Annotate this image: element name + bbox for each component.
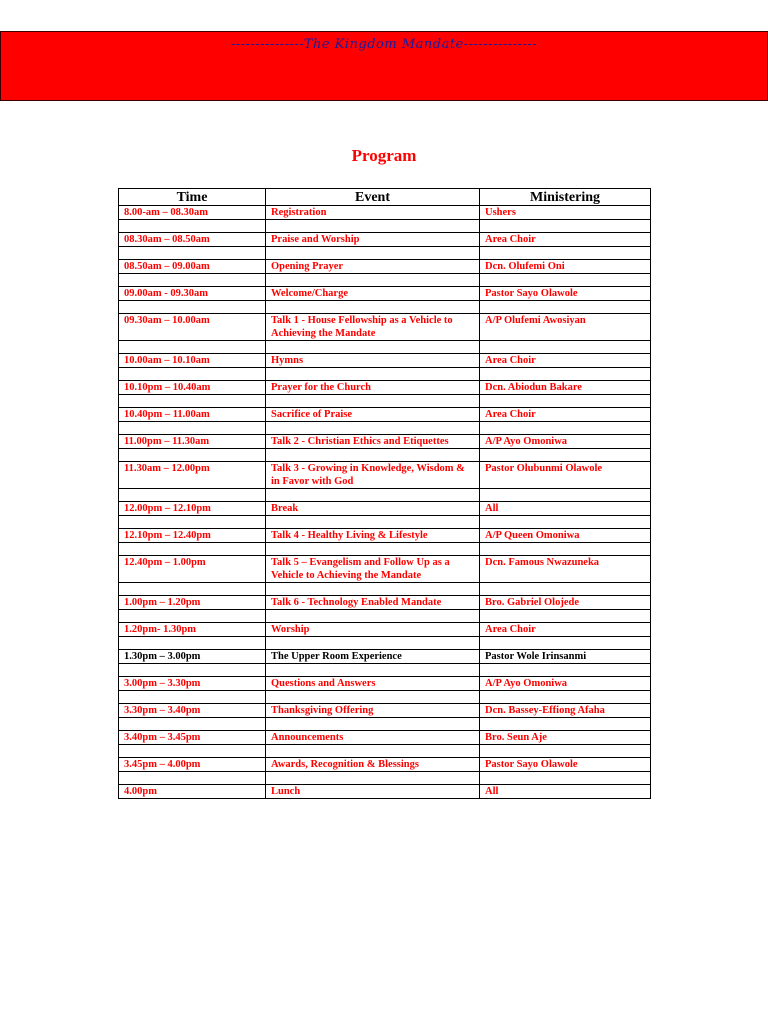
cell-event: Lunch <box>266 785 480 799</box>
cell-time: 08.30am – 08.50am <box>119 233 266 247</box>
cell-event: Talk 5 – Evangelism and Follow Up as a Vehicle to Achieving the Mandate <box>266 556 480 583</box>
cell-time: 10.00am – 10.10am <box>119 354 266 368</box>
cell-ministering: Pastor Sayo Olawole <box>480 287 651 301</box>
cell-ministering: A/P Olufemi Awosiyan <box>480 314 651 341</box>
spacer-cell <box>266 449 480 462</box>
spacer-row <box>119 745 651 758</box>
spacer-cell <box>119 301 266 314</box>
spacer-cell <box>480 516 651 529</box>
spacer-cell <box>266 341 480 354</box>
table-row <box>119 529 651 543</box>
cell-ministering: A/P Ayo Omoniwa <box>480 677 651 691</box>
spacer-cell <box>266 637 480 650</box>
spacer-cell <box>119 247 266 260</box>
spacer-cell <box>266 368 480 381</box>
spacer-cell <box>480 341 651 354</box>
cell-event: Prayer for the Church <box>266 381 480 395</box>
spacer-row <box>119 220 651 233</box>
spacer-cell <box>119 772 266 785</box>
table-row <box>119 650 651 664</box>
spacer-cell <box>480 610 651 623</box>
spacer-cell <box>266 718 480 731</box>
spacer-cell <box>119 489 266 502</box>
cell-event: Talk 6 - Technology Enabled Mandate <box>266 596 480 610</box>
spacer-cell <box>119 664 266 677</box>
table-row <box>119 758 651 772</box>
table-row <box>119 260 651 274</box>
program-table-body <box>119 206 651 799</box>
cell-time: 09.00am - 09.30am <box>119 287 266 301</box>
spacer-cell <box>119 274 266 287</box>
spacer-row <box>119 274 651 287</box>
spacer-cell <box>480 247 651 260</box>
cell-time: 10.10pm – 10.40am <box>119 381 266 395</box>
table-row <box>119 704 651 718</box>
header-time: Time <box>119 189 266 206</box>
spacer-cell <box>480 368 651 381</box>
table-row <box>119 677 651 691</box>
spacer-cell <box>119 745 266 758</box>
banner-title: ---------------The Kingdom Mandate--------------- <box>230 37 538 52</box>
table-row <box>119 596 651 610</box>
table-row <box>119 731 651 745</box>
cell-time: 3.45pm – 4.00pm <box>119 758 266 772</box>
table-row <box>119 233 651 247</box>
cell-time: 12.00pm – 12.10pm <box>119 502 266 516</box>
spacer-row <box>119 610 651 623</box>
cell-event: The Upper Room Experience <box>266 650 480 664</box>
table-row <box>119 435 651 449</box>
cell-ministering: Dcn. Abiodun Bakare <box>480 381 651 395</box>
cell-event: Talk 2 - Christian Ethics and Etiquettes <box>266 435 480 449</box>
cell-time: 8.00-am – 08.30am <box>119 206 266 220</box>
table-header-row <box>119 189 651 206</box>
spacer-cell <box>119 718 266 731</box>
table-row <box>119 354 651 368</box>
cell-time: 12.40pm – 1.00pm <box>119 556 266 583</box>
cell-time: 11.30am – 12.00pm <box>119 462 266 489</box>
table-row <box>119 502 651 516</box>
cell-event: Thanksgiving Offering <box>266 704 480 718</box>
spacer-row <box>119 489 651 502</box>
spacer-cell <box>480 543 651 556</box>
header-event: Event <box>266 189 480 206</box>
spacer-row <box>119 664 651 677</box>
spacer-cell <box>480 745 651 758</box>
spacer-cell <box>266 516 480 529</box>
cell-time: 1.30pm – 3.00pm <box>119 650 266 664</box>
table-row <box>119 785 651 799</box>
spacer-cell <box>480 691 651 704</box>
spacer-cell <box>266 422 480 435</box>
spacer-cell <box>119 637 266 650</box>
spacer-row <box>119 772 651 785</box>
spacer-cell <box>480 449 651 462</box>
cell-event: Talk 3 - Growing in Knowledge, Wisdom & in Favor with God <box>266 462 480 489</box>
cell-event: Questions and Answers <box>266 677 480 691</box>
table-row <box>119 206 651 220</box>
cell-time: 08.50am – 09.00am <box>119 260 266 274</box>
cell-time: 09.30am – 10.00am <box>119 314 266 341</box>
spacer-row <box>119 341 651 354</box>
spacer-row <box>119 422 651 435</box>
table-row <box>119 381 651 395</box>
cell-event: Welcome/Charge <box>266 287 480 301</box>
cell-event: Sacrifice of Praise <box>266 408 480 422</box>
table-row <box>119 462 651 489</box>
spacer-cell <box>119 610 266 623</box>
spacer-cell <box>266 247 480 260</box>
spacer-row <box>119 583 651 596</box>
spacer-cell <box>266 489 480 502</box>
spacer-cell <box>266 583 480 596</box>
cell-event: Talk 4 - Healthy Living & Lifestyle <box>266 529 480 543</box>
spacer-cell <box>266 543 480 556</box>
cell-event: Registration <box>266 206 480 220</box>
spacer-row <box>119 368 651 381</box>
cell-event: Talk 1 - House Fellowship as a Vehicle to Achieving the Mandate <box>266 314 480 341</box>
cell-event: Opening Prayer <box>266 260 480 274</box>
cell-ministering: Bro. Seun Aje <box>480 731 651 745</box>
spacer-cell <box>480 718 651 731</box>
table-row <box>119 287 651 301</box>
spacer-cell <box>480 664 651 677</box>
spacer-row <box>119 449 651 462</box>
spacer-cell <box>266 745 480 758</box>
spacer-cell <box>480 395 651 408</box>
spacer-cell <box>480 637 651 650</box>
page-title: Program <box>351 146 417 165</box>
spacer-row <box>119 718 651 731</box>
spacer-cell <box>119 583 266 596</box>
spacer-cell <box>480 422 651 435</box>
table-row <box>119 623 651 637</box>
cell-ministering: Pastor Olubunmi Olawole <box>480 462 651 489</box>
spacer-cell <box>266 610 480 623</box>
cell-ministering: Ushers <box>480 206 651 220</box>
spacer-cell <box>480 489 651 502</box>
cell-ministering: All <box>480 502 651 516</box>
cell-time: 3.30pm – 3.40pm <box>119 704 266 718</box>
cell-event: Praise and Worship <box>266 233 480 247</box>
cell-ministering: Pastor Sayo Olawole <box>480 758 651 772</box>
spacer-cell <box>480 301 651 314</box>
spacer-cell <box>119 449 266 462</box>
cell-time: 4.00pm <box>119 785 266 799</box>
cell-time: 12.10pm – 12.40pm <box>119 529 266 543</box>
cell-time: 11.00pm – 11.30am <box>119 435 266 449</box>
cell-time: 3.40pm – 3.45pm <box>119 731 266 745</box>
spacer-cell <box>119 220 266 233</box>
cell-time: 1.00pm – 1.20pm <box>119 596 266 610</box>
cell-event: Awards, Recognition & Blessings <box>266 758 480 772</box>
spacer-cell <box>266 274 480 287</box>
cell-event: Break <box>266 502 480 516</box>
cell-ministering: A/P Queen Omoniwa <box>480 529 651 543</box>
spacer-cell <box>266 220 480 233</box>
table-row <box>119 408 651 422</box>
cell-ministering: Pastor Wole Irinsanmi <box>480 650 651 664</box>
cell-ministering: Bro. Gabriel Olojede <box>480 596 651 610</box>
spacer-cell <box>266 395 480 408</box>
spacer-cell <box>480 772 651 785</box>
cell-event: Announcements <box>266 731 480 745</box>
cell-ministering: Dcn. Famous Nwazuneka <box>480 556 651 583</box>
spacer-cell <box>119 341 266 354</box>
table-row <box>119 314 651 341</box>
spacer-row <box>119 637 651 650</box>
cell-event: Worship <box>266 623 480 637</box>
spacer-cell <box>480 583 651 596</box>
cell-ministering: Area Choir <box>480 354 651 368</box>
spacer-row <box>119 516 651 529</box>
spacer-cell <box>266 301 480 314</box>
spacer-cell <box>119 422 266 435</box>
spacer-row <box>119 691 651 704</box>
header-ministering: Ministering <box>480 189 651 206</box>
cell-ministering: Area Choir <box>480 623 651 637</box>
spacer-row <box>119 395 651 408</box>
cell-ministering: All <box>480 785 651 799</box>
spacer-cell <box>266 664 480 677</box>
spacer-row <box>119 301 651 314</box>
spacer-cell <box>266 691 480 704</box>
spacer-cell <box>119 543 266 556</box>
header-banner <box>0 31 768 101</box>
cell-time: 3.00pm – 3.30pm <box>119 677 266 691</box>
table-row <box>119 556 651 583</box>
spacer-cell <box>480 220 651 233</box>
cell-ministering: Area Choir <box>480 408 651 422</box>
cell-ministering: Area Choir <box>480 233 651 247</box>
cell-ministering: Dcn. Bassey-Effiong Afaha <box>480 704 651 718</box>
cell-ministering: Dcn. Olufemi Oni <box>480 260 651 274</box>
spacer-cell <box>119 395 266 408</box>
spacer-cell <box>119 691 266 704</box>
spacer-cell <box>119 368 266 381</box>
spacer-cell <box>480 274 651 287</box>
cell-ministering: A/P Ayo Omoniwa <box>480 435 651 449</box>
program-table <box>118 188 651 799</box>
spacer-cell <box>266 772 480 785</box>
spacer-row <box>119 543 651 556</box>
spacer-row <box>119 247 651 260</box>
cell-event: Hymns <box>266 354 480 368</box>
spacer-cell <box>119 516 266 529</box>
cell-time: 10.40pm – 11.00am <box>119 408 266 422</box>
cell-time: 1.20pm- 1.30pm <box>119 623 266 637</box>
